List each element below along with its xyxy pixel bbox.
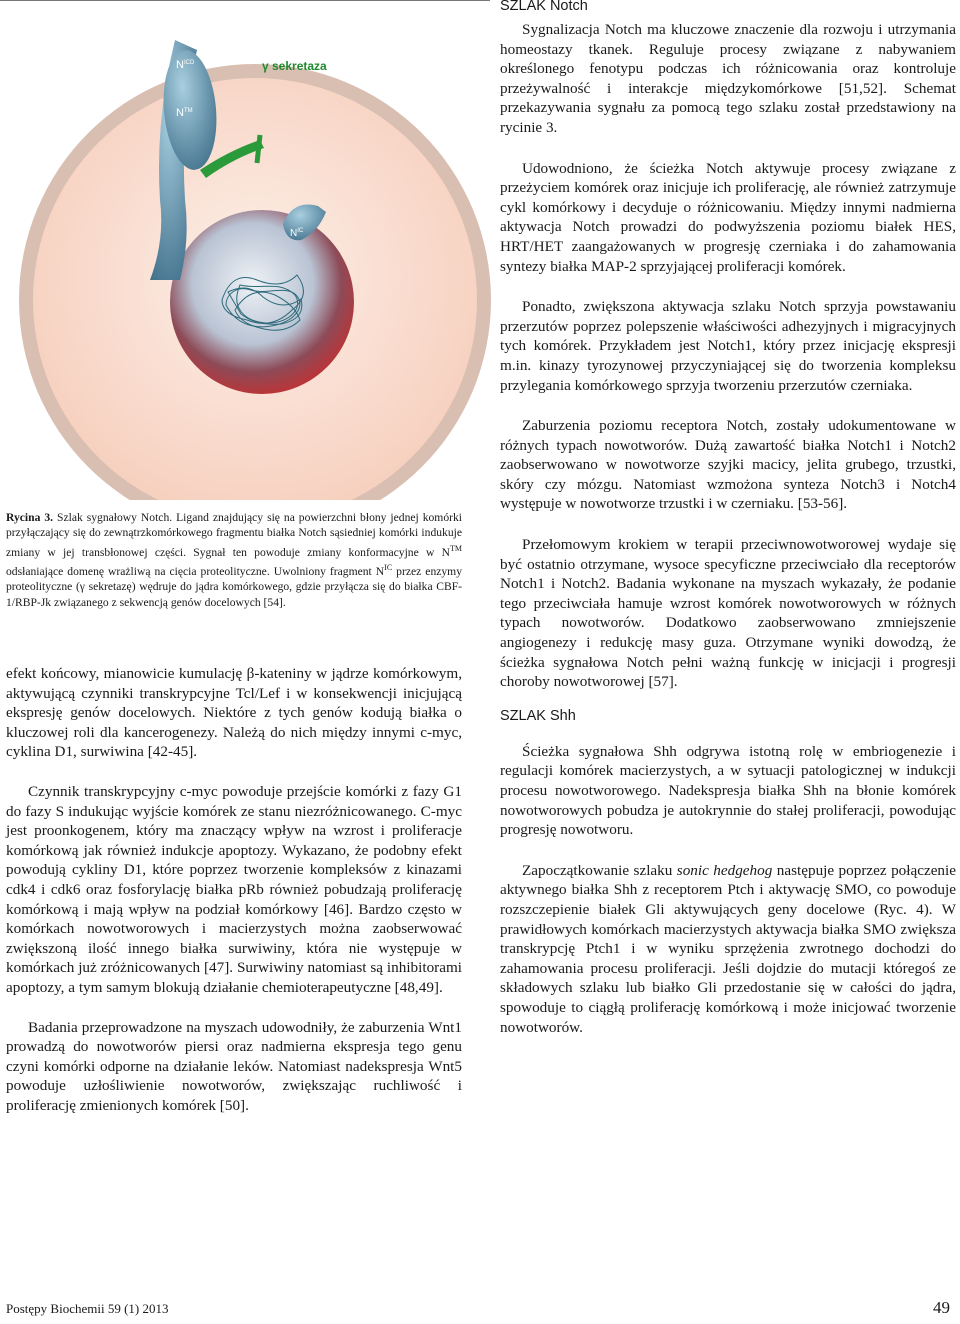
p7-italic: sonic hedgehog <box>676 861 773 879</box>
label-nic: $N^{IC}$ <box>290 228 304 239</box>
journal-footer: Postępy Biochemii 59 (1) 2013 <box>6 1301 169 1316</box>
left-paragraph-3: Badania przeprowadzone na myszach udowodniły, że zaburzenia Wnt1 prowadzą do nowotworów piersi oraz nadmierna ekspresja tego genu czyni komórki odporne na działanie leków. Natomiast nadekspresja Wnt5 powoduje uzłośliwienie nowotworów, zwiększając ruchliwość i proliferację zmienionych komórek [50]. <box>6 1018 462 1114</box>
caption-text-3: przez enzymy proteolityczne (γ sekretazę) wędruje do jądra komórkowego, gdzie przyłącza się do białka CBF-1/RBP-Jk związanego z sekwencją genów docelowych [54]. <box>6 564 462 609</box>
notch-diagram <box>0 0 492 500</box>
right-paragraph-6: Ścieżka sygnałowa Shh odgrywa istotną rolę w embriogenezie i regulacji komórek macierzystych, a w sytuacji patologicznej w indukcji procesu nowotworowego. Nadekspresja białka Shh na błonie komórek nowotworowych pobudza je autokrynnie do stałej proliferacji, powodując progresję nowotworu. <box>500 742 956 839</box>
nucleus <box>170 210 354 394</box>
label-ntm: N™ <box>176 107 193 119</box>
label-gamma: γ sekretaza <box>262 59 327 73</box>
heading-shh: SZLAK Shh <box>500 707 576 724</box>
right-paragraph-2: Udowodniono, że ścieżka Notch aktywuje procesy związane z przeżyciem komórek oraz inicjuje ich proliferację, ale również zatrzymuje cykl komórkowy i decyduje o różnicowaniu. Między innymi nadmierna aktywacja Notch prowadzi do podwyższenia poziomu białek HES, HRT/HET zaangażowanych w progresję czerniaka i do zahamowania syntezy białka MAP-2 sprzyjającej proliferacji komórek. <box>500 159 956 275</box>
right-paragraph-1: Sygnalizacja Notch ma kluczowe znaczenie dla rozwoju i utrzymania homeostazy tkanek. Reguluje procesy związane z nabywaniem określonego fenotypu podczas ich różnicowania oraz kontroluje przeżywalność i interakcje międzykomórkowe [51,52]. Schemat przekazywania sygnału za pomocą tego szlaku został przedstawiony na rycinie 3. <box>500 21 956 136</box>
left-paragraph-2: Czynnik transkrypcyjny c-myc powoduje przejście komórki z fazy G1 do fazy S indukując wyjście komórek ze stanu niezróżnicowanego. C-myc jest proonkogenem, który ma znaczący wpływ na wzrost i proliferacje komórkową jak również indukcje apoptozy. Wykazano, że podobny efekt powodują cykliny D1, które poprzez tworzenie kompleksów z kinazami cdk4 i cdk6 oraz fosforylację białka pRb również pobudzają proliferację komórkową i mają wpływ na podział komórkowy [46]. Bardzo często w komórkach nowotworowych i macierzystych można zaobserwować zwiększoną ilość innego białka surwiwiny, która nie występuje w komórkach już zróżnicowanych [47]. Surwiwiny natomiast są inhibitorami apoptozy, a tym samym blokują działanie chemioterapeutyczne [48,49]. <box>6 782 462 996</box>
p7-text-a: Zapoczątkowanie szlaku <box>522 861 677 879</box>
figure-caption <box>6 510 462 610</box>
left-paragraph-1: efekt końcowy, mianowicie kumulację β-kateniny w jądrze komórkowym, aktywującą czynniki transkrypcyjne Tcl/Lef i w konsekwencji inicjującą ekspresję genów docelowych. Niektóre z tych genów kodują białka o kluczowej roli dla kancerogenezy. Należą do nich między innymi c-myc, cyklina D1, surwiwina [42-45]. <box>6 665 462 761</box>
caption-text-2: odsłaniające domenę wrażliwą na cięcia proteolityczne. Uwolniony fragment N <box>6 564 385 578</box>
heading-notch: SZLAK Notch <box>500 0 588 14</box>
right-paragraph-4: Zaburzenia poziomu receptora Notch, zostały udokumentowane w różnych typach nowotworów. Dużą zawartość białka Notch1 i Notch2 zaobserwowano w nowotworze szyjki macicy, jelita grubego, trzustki, skóry czy mózgu. Natomiast wzmożona synteza Notch3 i Notch4 występuje w nowotworze trzustki i w czerniaku. [53-56]. <box>500 417 956 513</box>
page-number: 49 <box>933 1298 950 1317</box>
left-column <box>6 664 462 1115</box>
figure-notch-pathway <box>0 0 492 500</box>
caption-label: Rycina 3. <box>6 511 54 524</box>
caption-sup-1: TM <box>450 543 462 553</box>
right-paragraph-7 <box>500 861 956 1037</box>
right-column <box>500 0 956 1037</box>
right-paragraph-5: Przełomowym krokiem w terapii przeciwnowotworowej wydaje się być ostatnio otrzymane, wysoce specyficzne przeciwciało dla receptorów Notch1 i Notch2. Badania wykonane na myszach wykazały, że podanie tego przeciwciała hamuje wzrost komórek nowotworowych w różnych typach nowotworów. Dodatkowo zaobserwowano zmniejszenie angiogenezy i redukcję masy guza. Otrzymane wyniki dowodzą, że ścieżka sygnałowa Notch pełni ważną funkcję w inicjacji i progresji choroby nowotworowej [57]. <box>500 536 956 691</box>
caption-text-1: Szlak sygnałowy Notch. Ligand znajdujący się na powierzchni błony jednej komórki przyłączający się do zewnątrzkomórkowego fragmentu białka Notch sąsiedniej komórki indukuje zmiany w jej transbłonowej części. Sygnał ten powoduje zmiany konformacyjne w N <box>6 511 462 559</box>
gamma-arrow-icon <box>257 135 260 163</box>
p7-text-b: następuje poprzez połączenie aktywnego białka Shh z receptorem Ptch i aktywację SMO, co powoduje rozszczepienie białek Gli aktywujących geny docelowe (Ryc. 4). W prawidłowych komórkach macierzystych aktywacja białka SMO zwiększa transkrypcję Ptch1 i w wyniku sprzężenia zwrotnego dochodzi do zahamowania procesu proliferacji. Jeśli dojdzie do mutacji któregoś ze składowych szlaku lub białko Gli przedostanie się w całości do jądra, spowoduje to ciągłą proliferację komórkową i może inicjować tworzenie nowotworów. <box>500 861 956 1036</box>
right-paragraph-3: Ponadto, zwiększona aktywacja szlaku Notch sprzyja powstawaniu przerzutów poprzez polepszenie właściwości adhezyjnych i migracyjnych tych komórek. Przykładem jest Notch1, który przez inicjację ekspresji m.in. kinazy tyrozynowej przyczyniającej się do tworzenia kompleksu przylegania komórkowego sprzyja tworzeniu przerzutów czerniaka. <box>500 298 956 394</box>
caption-sup-2: IC <box>384 563 393 573</box>
label-nicd: $N^{ICD}$ <box>176 59 195 71</box>
